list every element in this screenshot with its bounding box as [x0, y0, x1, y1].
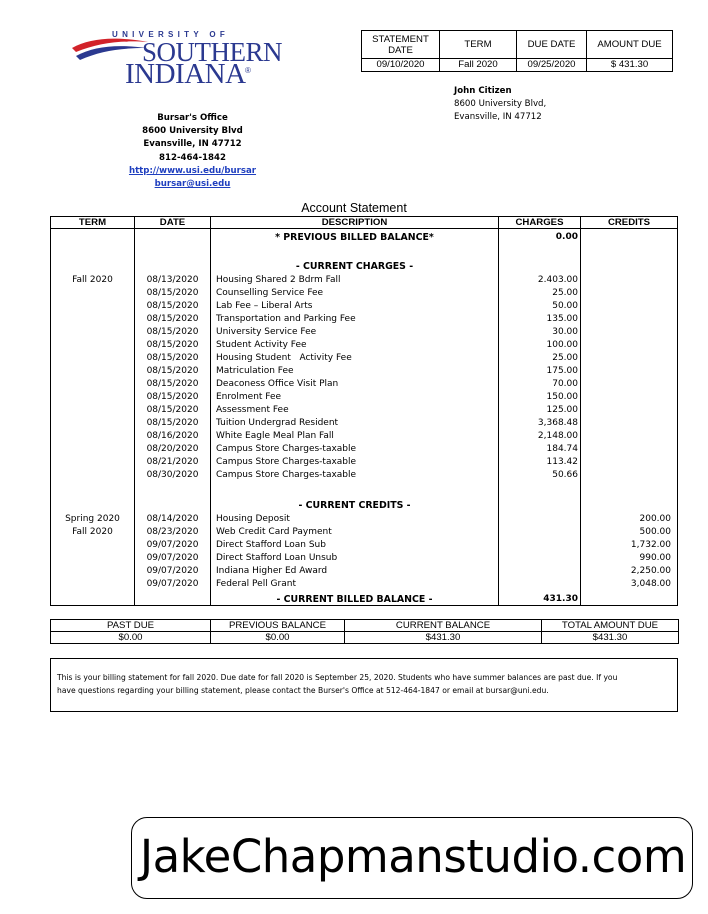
table-row — [51, 391, 677, 404]
row-credit-amount: 2,250.00 — [630, 566, 671, 576]
row-date: 08/23/2020 — [146, 527, 199, 537]
watermark-banner — [131, 817, 693, 899]
row-charge-amount: 50.00 — [552, 301, 578, 311]
logo-line-indiana: INDIANA — [125, 58, 246, 90]
message-line: This is your billing statement for fall 2020. Due date for fall 2020 is September 25, 2020. Students who have summer balances are past due. If you — [57, 673, 618, 682]
row-description: Matriculation Fee — [216, 366, 294, 376]
office-phone: 812-464-1842 — [159, 152, 226, 163]
row-charge-amount: 25.00 — [552, 353, 578, 363]
row-description: Student Activity Fee — [216, 340, 307, 350]
account-table-header — [51, 217, 677, 229]
row-credit-amount: 200.00 — [639, 514, 671, 524]
recipient-city: Evansville, IN 47712 — [454, 112, 542, 123]
row-date: 08/13/2020 — [146, 275, 199, 285]
row-description: Counselling Service Fee — [216, 288, 324, 298]
row-date: 08/15/2020 — [146, 392, 199, 402]
row-date: 08/14/2020 — [146, 514, 199, 524]
row-term: Fall 2020 — [72, 275, 113, 285]
current-billed-row — [51, 593, 677, 606]
col-description: DESCRIPTION — [321, 217, 388, 228]
current-charges-heading: - CURRENT CHARGES - — [295, 261, 414, 272]
row-charge-amount: 25.00 — [552, 288, 578, 298]
logo-top-text: UNIVERSITY OF — [112, 30, 230, 39]
row-term: Spring 2020 — [65, 514, 120, 524]
col-term: TERM — [78, 217, 107, 228]
row-charge-amount: 50.66 — [552, 470, 578, 480]
value-due-date: 09/25/2020 — [517, 59, 587, 72]
table-row — [51, 404, 677, 417]
row-description: University Service Fee — [216, 327, 317, 337]
row-date: 09/07/2020 — [146, 566, 199, 576]
row-description: Enrolment Fee — [216, 392, 282, 402]
table-row — [51, 274, 677, 287]
row-description: Deaconess Office Visit Plan — [216, 379, 339, 389]
account-statement-title: Account Statement — [301, 201, 407, 215]
summary-header-previous-balance: PREVIOUS BALANCE — [211, 620, 345, 632]
summary-total-due: $431.30 — [542, 632, 679, 644]
header-due-date: DUE DATE — [517, 31, 587, 59]
row-date: 09/07/2020 — [146, 579, 199, 589]
row-description: Direct Stafford Loan Unsub — [216, 553, 338, 563]
row-date: 08/21/2020 — [146, 457, 199, 467]
current-credits-heading: - CURRENT CREDITS - — [298, 500, 411, 511]
previous-billed-row — [51, 231, 677, 244]
row-charge-amount: 113.42 — [546, 457, 578, 467]
col-credits: CREDITS — [607, 217, 651, 228]
row-date: 08/30/2020 — [146, 470, 199, 480]
summary-previous-balance: $0.00 — [211, 632, 345, 644]
table-row — [51, 469, 677, 482]
col-date: DATE — [159, 217, 186, 228]
table-row — [51, 539, 677, 552]
row-date: 08/15/2020 — [146, 340, 199, 350]
table-row — [51, 326, 677, 339]
row-description: White Eagle Meal Plan Fall — [216, 431, 334, 441]
value-amount-due: $ 431.30 — [587, 59, 673, 72]
row-date: 08/15/2020 — [146, 379, 199, 389]
billing-message-box — [50, 658, 678, 712]
row-credit-amount: 1,732.00 — [630, 540, 671, 550]
row-date: 08/15/2020 — [146, 353, 199, 363]
logo-line-southern: SOUTHERN — [142, 37, 283, 67]
table-row — [51, 287, 677, 300]
row-date: 09/07/2020 — [146, 540, 199, 550]
row-date: 08/15/2020 — [146, 366, 199, 376]
table-row — [51, 443, 677, 456]
row-description: Housing Deposit — [216, 514, 290, 524]
row-date: 08/20/2020 — [146, 444, 199, 454]
row-description: Campus Store Charges-taxable — [216, 470, 357, 480]
row-date: 09/07/2020 — [146, 553, 199, 563]
current-billed-amount: 431.30 — [543, 594, 578, 604]
row-charge-amount: 135.00 — [546, 314, 578, 324]
row-term: Fall 2020 — [72, 527, 113, 537]
table-row — [51, 365, 677, 378]
value-term: Fall 2020 — [440, 59, 517, 72]
table-row — [51, 378, 677, 391]
previous-billed-amount: 0.00 — [555, 232, 578, 242]
row-description: Campus Store Charges-taxable — [216, 444, 357, 454]
row-description: Tuition Undergrad Resident — [216, 418, 339, 428]
row-description: Assessment Fee — [216, 405, 289, 415]
statement-header-table — [361, 30, 673, 72]
row-description: Federal Pell Grant — [216, 579, 296, 589]
row-date: 08/15/2020 — [146, 314, 199, 324]
table-row — [51, 552, 677, 565]
bursar-office-block — [110, 112, 275, 191]
row-description: Direct Stafford Loan Sub — [216, 540, 326, 550]
row-description: Indiana Higher Ed Award — [216, 566, 328, 576]
row-charge-amount: 125.00 — [546, 405, 578, 415]
table-row — [51, 456, 677, 469]
row-description: Web Credit Card Payment — [216, 527, 332, 537]
row-date: 08/15/2020 — [146, 418, 199, 428]
table-row — [51, 565, 677, 578]
summary-current-balance: $431.30 — [345, 632, 542, 644]
row-charge-amount: 175.00 — [546, 366, 578, 376]
row-charge-amount: 2.403.00 — [537, 275, 578, 285]
table-row — [51, 417, 677, 430]
table-row — [51, 300, 677, 313]
row-description: Housing Shared 2 Bdrm Fall — [216, 275, 341, 285]
row-charge-amount: 100.00 — [546, 340, 578, 350]
recipient-street: 8600 University Blvd, — [454, 99, 547, 110]
row-description: Lab Fee – Liberal Arts — [216, 301, 313, 311]
header-statement-date: STATEMENT DATE — [362, 31, 440, 59]
balance-summary-table — [50, 619, 679, 644]
row-description: Housing Student Activity Fee — [216, 353, 352, 363]
table-row — [51, 313, 677, 326]
watermark-text: JakeChapmanstudio.com — [139, 830, 687, 883]
col-charges: CHARGES — [515, 217, 564, 228]
row-date: 08/15/2020 — [146, 301, 199, 311]
table-row — [51, 526, 677, 539]
recipient-address — [454, 85, 546, 125]
row-date: 08/15/2020 — [146, 288, 199, 298]
row-credit-amount: 3,048.00 — [630, 579, 671, 589]
row-charge-amount: 2,148.00 — [537, 431, 578, 441]
previous-billed-label: * PREVIOUS BILLED BALANCE* — [275, 232, 434, 243]
office-website-link[interactable]: http://www.usi.edu/bursar — [128, 165, 257, 176]
summary-header-past-due: PAST DUE — [51, 620, 211, 632]
account-table — [50, 216, 678, 606]
summary-past-due: $0.00 — [51, 632, 211, 644]
office-city: Evansville, IN 47712 — [143, 139, 242, 150]
message-line: have questions regarding your billing statement, please contact the Burser's Office at 512-464-1847 or email at bursar@uni.edu. — [57, 685, 549, 695]
summary-header-current-balance: CURRENT BALANCE — [345, 620, 542, 632]
value-statement-date: 09/10/2020 — [362, 59, 440, 72]
row-charge-amount: 184.74 — [546, 444, 578, 454]
row-charge-amount: 30.00 — [552, 327, 578, 337]
table-row — [51, 513, 677, 526]
table-row — [51, 578, 677, 591]
row-charge-amount: 150.00 — [546, 392, 578, 402]
row-date: 08/15/2020 — [146, 405, 199, 415]
table-row — [51, 339, 677, 352]
row-description: Transportation and Parking Fee — [216, 314, 356, 324]
table-row — [51, 352, 677, 365]
row-charge-amount: 3,368.48 — [537, 418, 578, 428]
row-description: Campus Store Charges-taxable — [216, 457, 357, 467]
row-credit-amount: 500.00 — [639, 527, 671, 537]
office-name: Bursar's Office — [157, 113, 228, 123]
logo-registered-mark: ® — [245, 66, 251, 75]
header-term: TERM — [440, 31, 517, 59]
row-credit-amount: 990.00 — [639, 553, 671, 563]
row-date: 08/16/2020 — [146, 431, 199, 441]
row-date: 08/15/2020 — [146, 327, 199, 337]
office-email-link[interactable]: bursar@usi.edu — [154, 179, 231, 190]
summary-header-total-due: TOTAL AMOUNT DUE — [542, 620, 679, 632]
university-logo — [70, 30, 283, 98]
current-billed-label: - CURRENT BILLED BALANCE - — [276, 594, 433, 605]
header-amount-due: AMOUNT DUE — [587, 31, 673, 59]
office-street: 8600 University Blvd — [142, 126, 243, 137]
recipient-name: John Citizen — [454, 86, 512, 96]
table-row — [51, 430, 677, 443]
row-charge-amount: 70.00 — [552, 379, 578, 389]
